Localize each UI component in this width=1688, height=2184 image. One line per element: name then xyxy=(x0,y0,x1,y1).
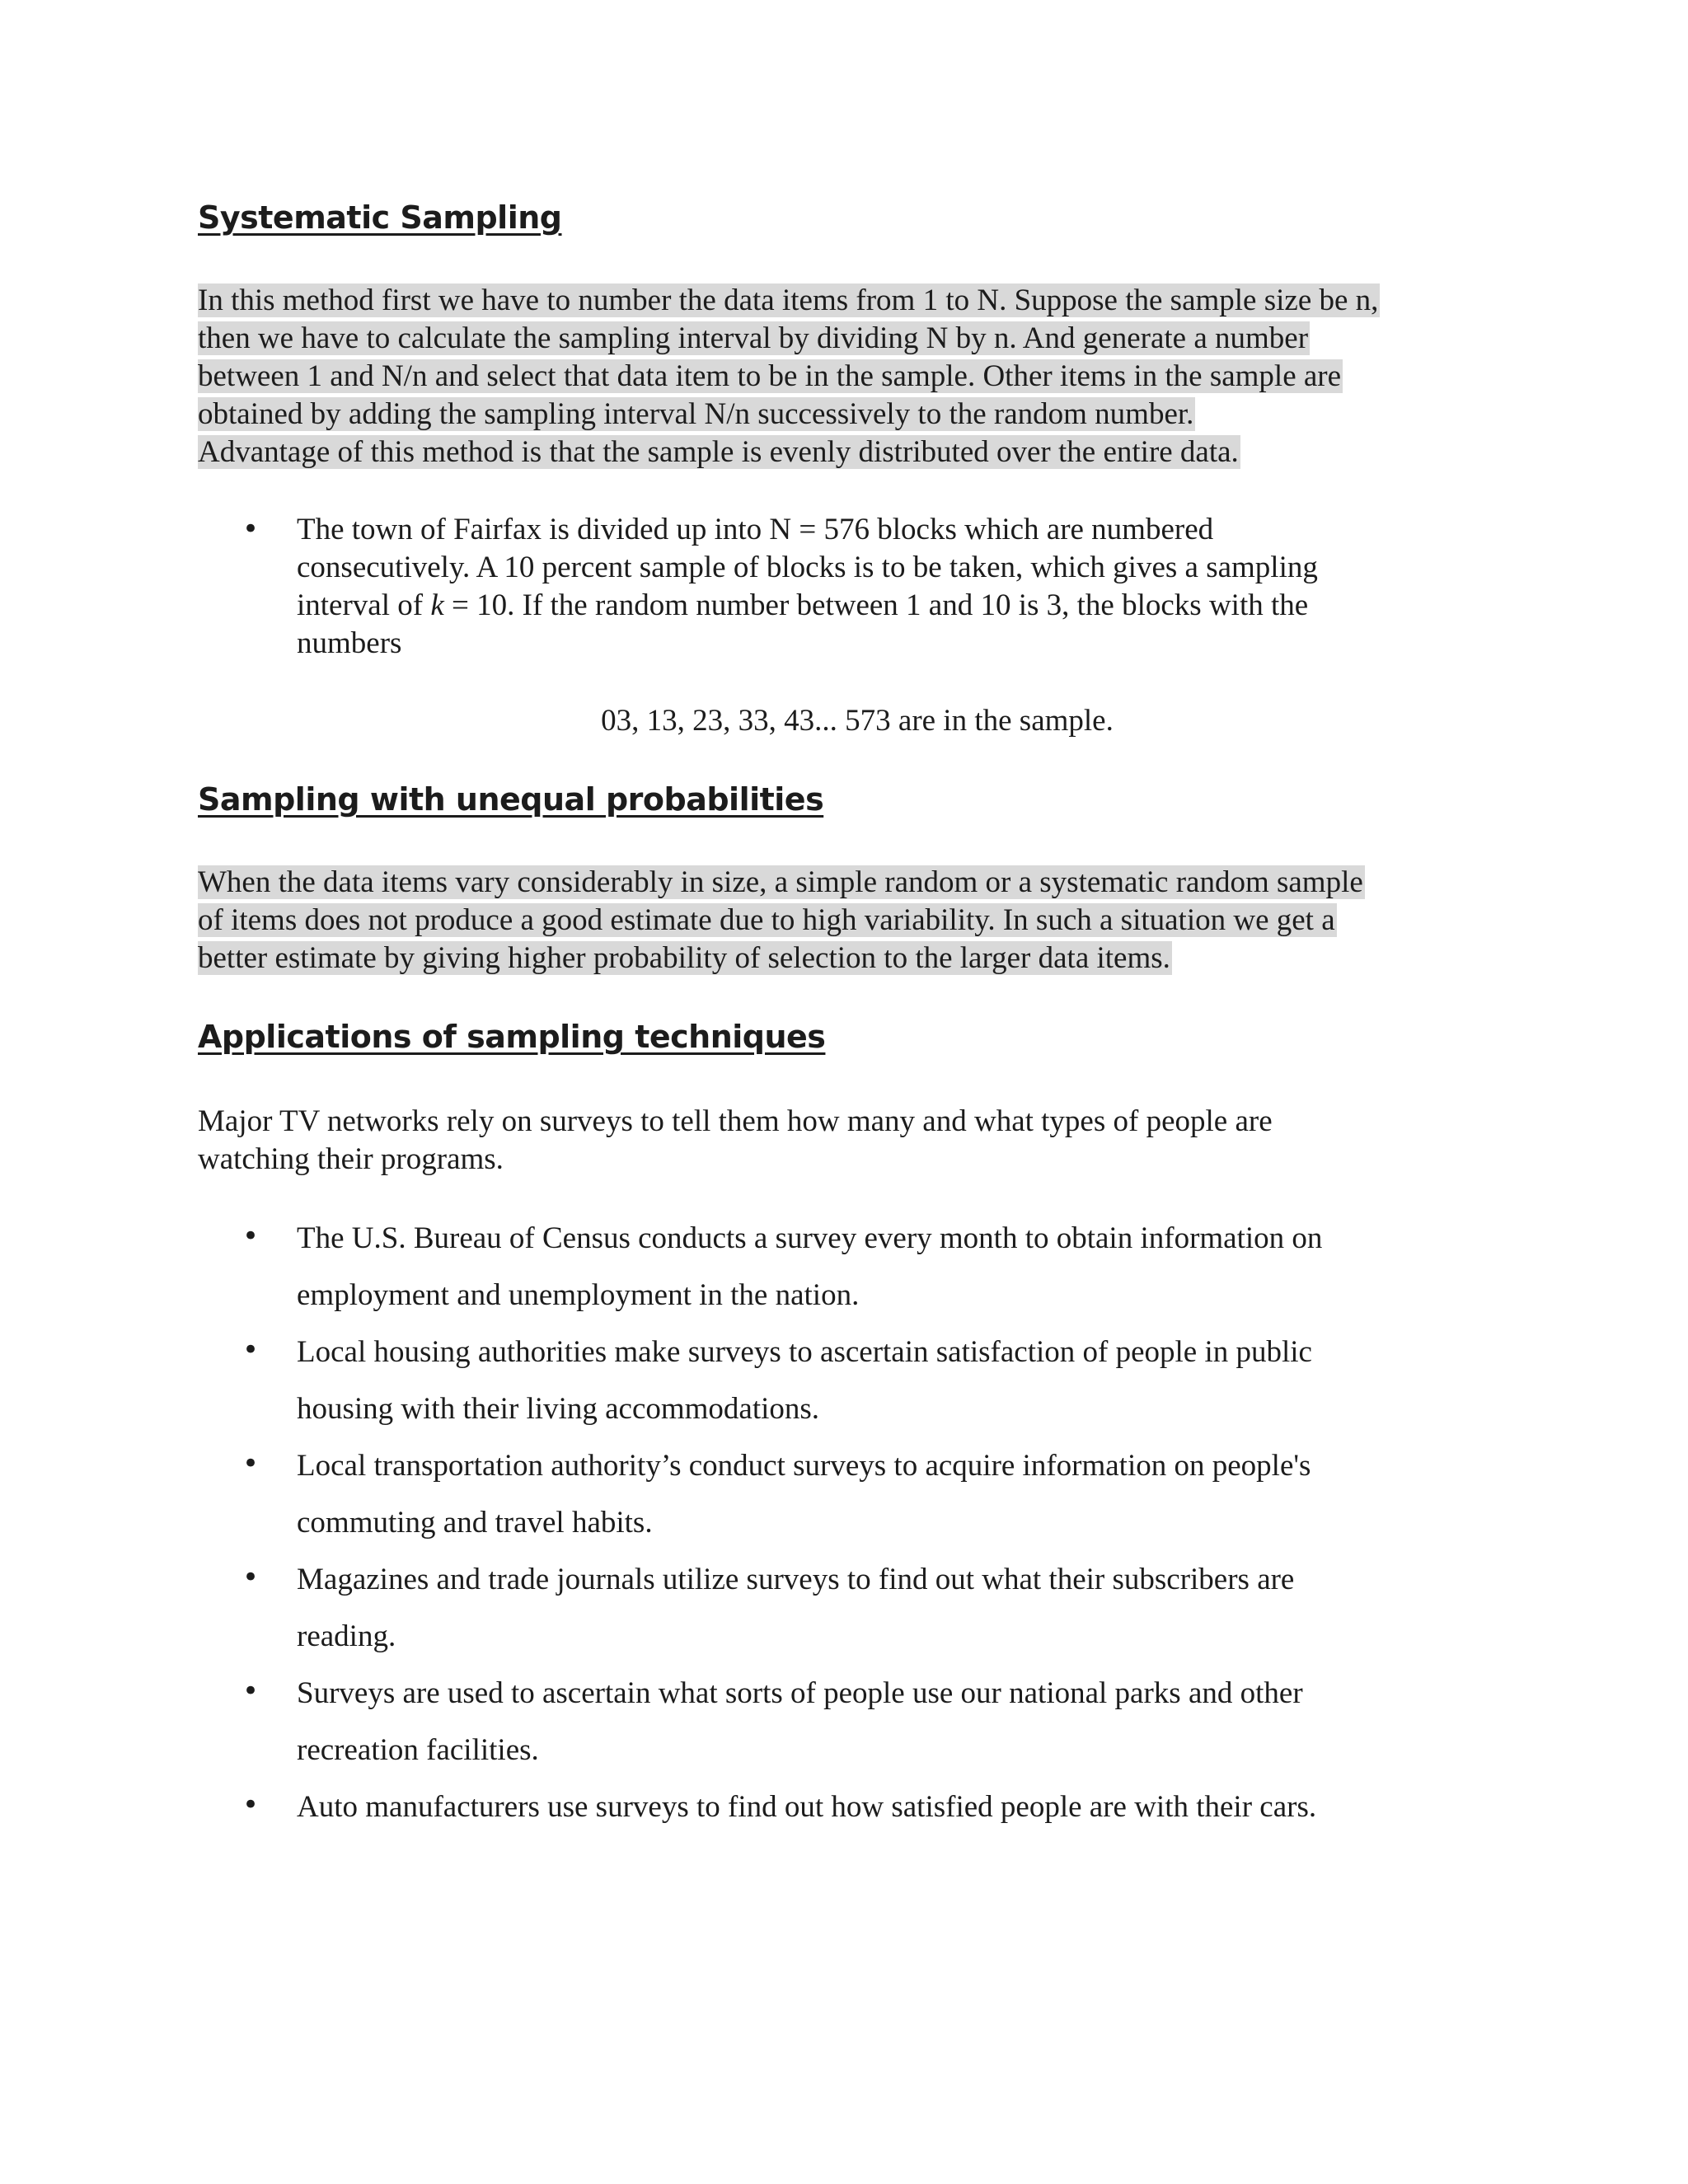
example-line: consecutively. A 10 percent sample of blocks is to be taken, which gives a sampling xyxy=(297,551,1318,584)
sample-result-line: 03, 13, 23, 33, 43... 573 are in the sample. xyxy=(601,704,1114,738)
fairfax-example-text xyxy=(297,511,1318,663)
application-text xyxy=(297,1324,1312,1437)
k-variable: k xyxy=(430,588,444,622)
bullet-icon: • xyxy=(242,1333,260,1366)
section-heading-applications: Applications of sampling techniques xyxy=(198,1019,826,1055)
application-line: reading. xyxy=(297,1619,396,1653)
application-line: Local housing authorities make surveys to ascertain satisfaction of people in public xyxy=(297,1335,1312,1369)
applications-intro xyxy=(198,1103,1273,1179)
bullet-icon: • xyxy=(242,513,260,546)
bullet-icon: • xyxy=(242,1447,260,1480)
unequal-probabilities-paragraph xyxy=(198,864,1365,977)
application-text xyxy=(297,1779,1316,1835)
example-line: numbers xyxy=(297,626,402,660)
intro-line: Major TV networks rely on surveys to tell them how many and what types of people are xyxy=(198,1104,1273,1138)
application-line: housing with their living accommodations. xyxy=(297,1392,820,1426)
application-line: commuting and travel habits. xyxy=(297,1506,653,1540)
application-line: Local transportation authority’s conduct surveys to acquire information on people's xyxy=(297,1449,1311,1483)
paragraph-line: obtained by adding the sampling interval N/n successively to the random number. xyxy=(198,397,1194,431)
application-line: recreation facilities. xyxy=(297,1733,539,1767)
paragraph-line: between 1 and N/n and select that data item to be in the sample. Other items in the sample are xyxy=(198,359,1342,393)
paragraph-line: then we have to calculate the sampling interval by dividing N by n. And generate a number xyxy=(198,321,1309,355)
bullet-icon: • xyxy=(242,1220,260,1253)
systematic-sampling-paragraph xyxy=(198,282,1380,471)
section-heading-systematic-sampling: Systematic Sampling xyxy=(198,199,562,236)
paragraph-line: In this method first we have to number the data items from 1 to N. Suppose the sample size be n, xyxy=(198,284,1379,317)
bullet-icon: • xyxy=(242,1788,260,1821)
paragraph-line: Advantage of this method is that the sample is evenly distributed over the entire data. xyxy=(198,435,1239,469)
application-line: Auto manufacturers use surveys to find out how satisfied people are with their cars. xyxy=(297,1790,1317,1824)
application-line: The U.S. Bureau of Census conducts a survey every month to obtain information on xyxy=(297,1221,1323,1255)
section-heading-unequal-probabilities: Sampling with unequal probabilities xyxy=(198,781,824,818)
interval-rest: = 10. If the random number between 1 and 10 is 3, the blocks with the xyxy=(452,588,1309,622)
bullet-icon: • xyxy=(242,1675,260,1708)
application-line: Magazines and trade journals utilize surveys to find out what their subscribers are xyxy=(297,1563,1295,1596)
example-line: The town of Fairfax is divided up into N = 576 blocks which are numbered xyxy=(297,513,1214,546)
interval-prefix: interval of xyxy=(297,588,431,622)
application-line: employment and unemployment in the nation. xyxy=(297,1278,860,1312)
application-text xyxy=(297,1551,1294,1665)
application-text xyxy=(297,1437,1311,1551)
paragraph-line: better estimate by giving higher probability of selection to the larger data items. xyxy=(198,941,1170,975)
intro-line: watching their programs. xyxy=(198,1142,504,1176)
example-line xyxy=(297,587,1318,625)
application-text xyxy=(297,1210,1322,1324)
application-text xyxy=(297,1665,1303,1779)
paragraph-line: of items does not produce a good estimate due to high variability. In such a situation we get a xyxy=(198,903,1335,937)
paragraph-line: When the data items vary considerably in size, a simple random or a systematic random sample xyxy=(198,865,1363,899)
bullet-icon: • xyxy=(242,1561,260,1594)
application-line: Surveys are used to ascertain what sorts of people use our national parks and other xyxy=(297,1676,1303,1710)
